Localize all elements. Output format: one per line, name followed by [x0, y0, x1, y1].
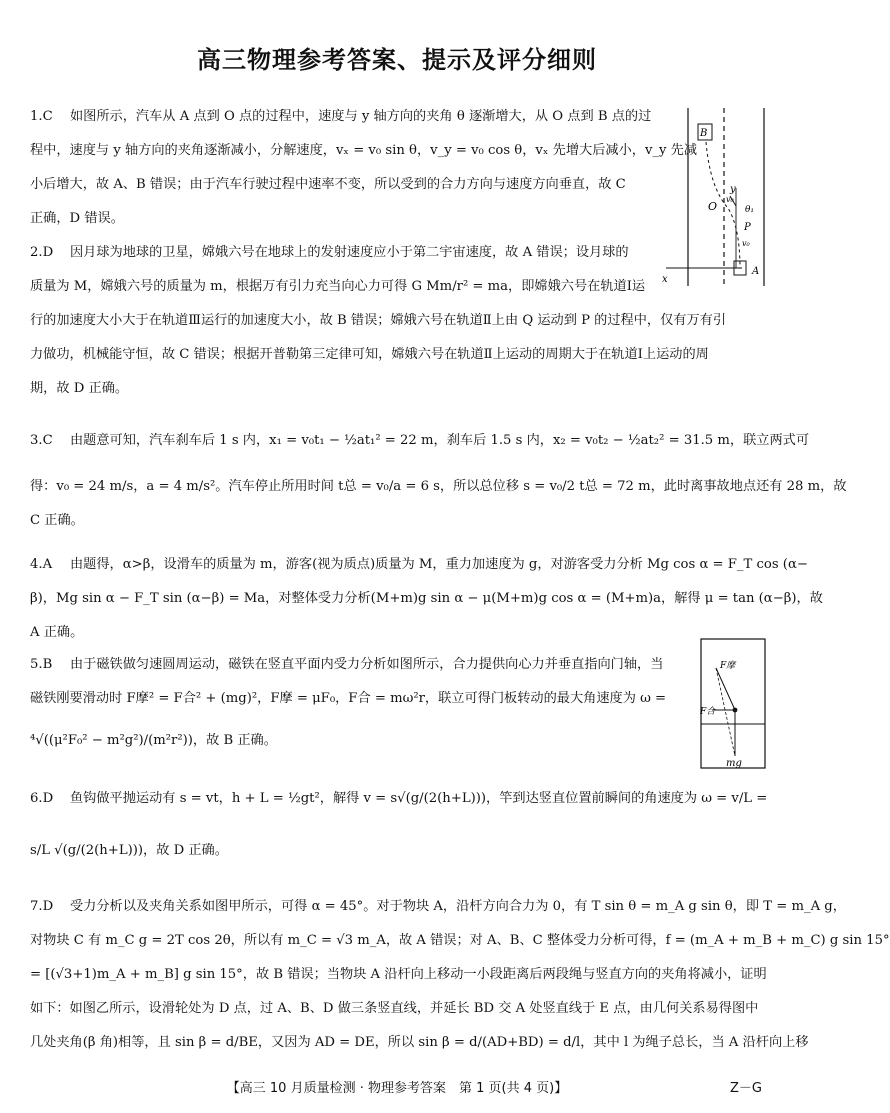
- question-number: 2.D: [30, 245, 54, 260]
- label-theta: θ₁: [745, 205, 755, 215]
- answer-line: 正确，D 错误。: [30, 211, 124, 226]
- page-title: 高三物理参考答案、提示及评分细则: [197, 46, 597, 74]
- question-7: [30, 890, 890, 1060]
- answer-line: 几处夹角(β 角)相等，且 sin β = d/BE，又因为 AD = DE，所以 sin β = d/(AD+BD) = d/l，其中 l 为绳子总长，当 A 沿杆向上移: [30, 1035, 809, 1050]
- label-a: A: [752, 266, 760, 277]
- answer-line: 因月球为地球的卫星，嫦娥六号在地球上的发射速度应小于第二宇宙速度，故 A 错误；设月球的: [70, 245, 629, 260]
- label-b: B: [700, 128, 708, 139]
- answer-line: 质量为 M，嫦娥六号的质量为 m，根据万有引力充当向心力可得 G Mm/r² = ma，即嫦娥六号在轨道Ⅰ运: [30, 279, 646, 294]
- footer-page-info: 【高三 10 月质量检测 · 物理参考答案 第 1 页(共 4 页)】: [226, 1081, 568, 1096]
- answer-line: ⁴√((μ²F₀² − m²g²)/(m²r²))，故 B 正确。: [30, 733, 277, 748]
- friction-force-arrow: [716, 668, 735, 710]
- answer-line: s/L √(g/(2(h+L)))，故 D 正确。: [30, 843, 228, 858]
- answer-line: β)，Mg sin α − F_T sin (α−β) = Ma，对整体受力分析(M+m)g sin α − μ(M+m)g cos α = (M+m)a，解得 μ = tan (α−β)，故: [30, 591, 823, 606]
- question-number: 1.C: [30, 109, 53, 124]
- answer-line: A 正确。: [30, 625, 84, 640]
- label-y: y: [730, 184, 736, 195]
- question-2: [30, 236, 726, 406]
- answer-line: 得：v₀ = 24 m/s，a = 4 m/s²。汽车停止所用时间 t总 = v₀/a = 6 s，所以总位移 s = v₀/2 t总 = 72 m，此时离事故地点还有 28 m，故: [30, 479, 847, 494]
- label-o: O: [708, 200, 718, 213]
- question-5: [30, 648, 666, 758]
- answer-line: = [(√3+1)m_A + m_B] g sin 15°，故 B 错误；当物块 A 沿杆向上移动一小段距离后两段绳与竖直方向的夹角将减小，证明: [30, 967, 767, 982]
- label-p: P: [744, 222, 751, 233]
- label-x: x: [662, 274, 668, 285]
- question-number: 6.D: [30, 791, 54, 806]
- answer-line: 期，故 D 正确。: [30, 381, 129, 396]
- question-4: [30, 548, 823, 650]
- label-v0-lower: v₀: [742, 239, 750, 248]
- label-v0-upper: v₀: [726, 195, 734, 204]
- label-mg: mg: [726, 758, 742, 769]
- answer-line: 由于磁铁做匀速圆周运动，磁铁在竖直平面内受力分析如图所示，合力提供向心力并垂直指向门轴，当: [70, 657, 664, 672]
- answer-line: 由题得，α>β，设滑车的质量为 m，游客(视为质点)质量为 M，重力加速度为 g，对游客受力分析 Mg cos α = F_T cos (α−: [70, 557, 808, 572]
- question-number: 4.A: [30, 557, 53, 572]
- answer-line: 磁铁刚要滑动时 F摩² = F合² + (mg)²，F摩 = μF₀，F合 = mω²r，联立可得门板转动的最大角速度为 ω =: [30, 691, 667, 706]
- footer-code: Z－G: [730, 1081, 762, 1096]
- label-f-net: F合: [700, 707, 716, 717]
- answer-line: 对物块 C 有 m_C g = 2T cos 2θ，所以有 m_C = √3 m_A，故 A 错误；对 A、B、C 整体受力分析可得，f = (m_A + m_B + m_C) g sin 15°: [30, 933, 890, 948]
- question-1: [30, 100, 697, 236]
- diagonal-dashed: [716, 668, 735, 756]
- question-number: 5.B: [30, 657, 53, 672]
- answer-line: 由题意可知，汽车刹车后 1 s 内，x₁ = v₀t₁ − ½at₁² = 22 m，刹车后 1.5 s 内，x₂ = v₀t₂ − ½at₂² = 31.5 m，联立两式可: [70, 433, 809, 448]
- question-6: [30, 782, 767, 868]
- label-f-friction: F摩: [720, 661, 736, 671]
- door-panel: [701, 639, 765, 768]
- question-number: 7.D: [30, 899, 54, 914]
- answer-line: 力做功，机械能守恒，故 C 错误；根据开普勒第三定律可知，嫦娥六号在轨道Ⅱ上运动的周期大于在轨道Ⅰ上运动的周: [30, 347, 709, 362]
- answer-line: 如下：如图乙所示，设滑轮处为 D 点，过 A、B、D 做三条竖直线，并延长 BD 交 A 处竖直线于 E 点，由几何关系易得图中: [30, 1001, 759, 1016]
- answer-line: 鱼钩做平抛运动有 s = vt，h + L = ½gt²，解得 v = s√(g/(2(h+L)))，竿到达竖直位置前瞬间的角速度为 ω = v/L =: [70, 791, 768, 806]
- answer-line: 行的加速度大小大于在轨道Ⅲ运行的加速度大小，故 B 错误；嫦娥六号在轨道Ⅱ上由 Q 运动到 P 的过程中，仅有万有引: [30, 313, 727, 328]
- answer-line: 受力分析以及夹角关系如图甲所示，可得 α = 45°。对于物块 A，沿杆方向合力为 0，有 T sin θ = m_A g sin θ，即 T = m_A g，: [70, 899, 846, 914]
- answer-line: C 正确。: [30, 513, 84, 528]
- question-number: 3.C: [30, 433, 53, 448]
- question-3: [30, 424, 847, 538]
- force-diagram: [700, 638, 766, 770]
- trajectory-figure: [660, 108, 772, 290]
- answer-line: 程中，速度与 y 轴方向的夹角逐渐减小，分解速度，vₓ = v₀ sin θ，v_y = v₀ cos θ，vₓ 先增大后减小，v_y 先减: [30, 143, 698, 158]
- magnet-point: [733, 708, 738, 713]
- answer-line: 小后增大，故 A、B 错误；由于汽车行驶过程中速率不变，所以受到的合力方向与速度方向垂直，故 C: [30, 177, 626, 192]
- answer-line: 如图所示，汽车从 A 点到 O 点的过程中，速度与 y 轴方向的夹角 θ 逐渐增大，从 O 点到 B 点的过: [70, 109, 652, 124]
